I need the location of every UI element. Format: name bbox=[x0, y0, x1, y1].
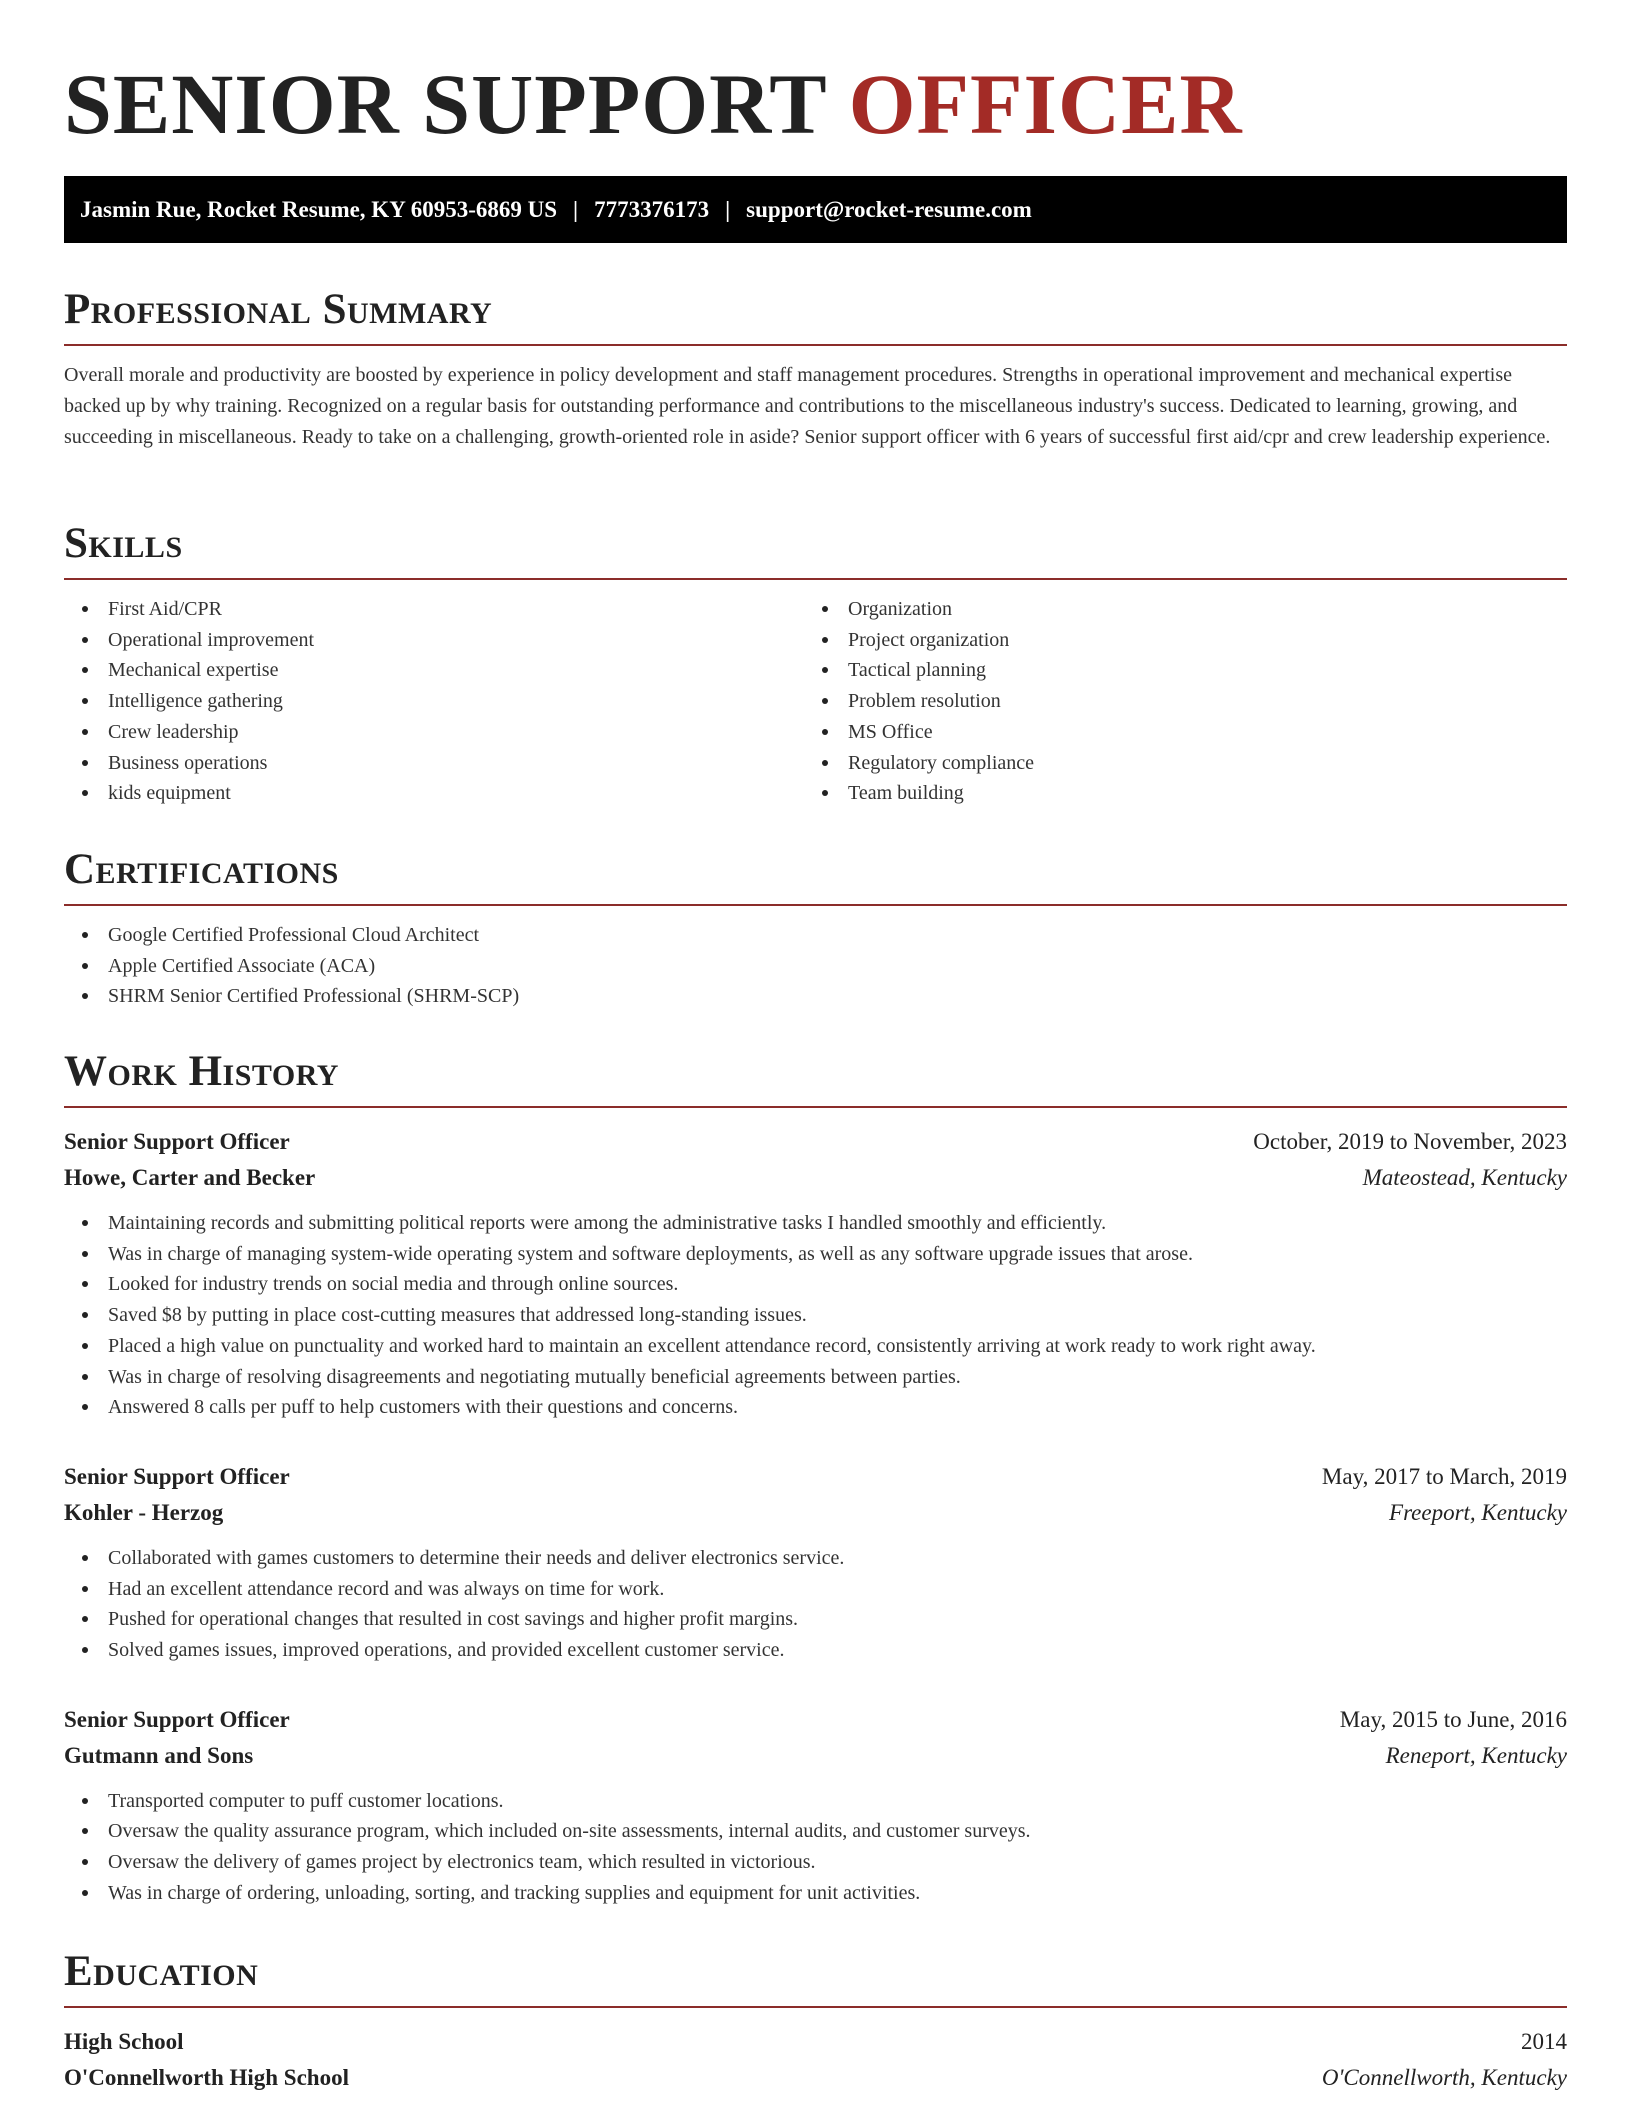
skills-list-right bbox=[804, 594, 1544, 809]
education-school: O'Connellworth High School bbox=[64, 2065, 349, 2090]
job-location: Reneport, Kentucky bbox=[1385, 1742, 1567, 1768]
list-item: First Aid/CPR bbox=[64, 594, 804, 625]
job-duties bbox=[64, 1786, 1567, 1909]
education-location: O'Connellworth, Kentucky bbox=[1321, 2065, 1567, 2090]
list-item: Apple Certified Associate (ACA) bbox=[64, 951, 1567, 982]
job-entry bbox=[64, 1459, 1567, 1666]
summary-section bbox=[64, 280, 1567, 453]
job-dates: May, 2015 to June, 2016 bbox=[1339, 1706, 1567, 1732]
certifications-list bbox=[64, 920, 1567, 1012]
list-item: Had an excellent attendance record and was always on time for work. bbox=[64, 1574, 1567, 1605]
job-dates: May, 2017 to March, 2019 bbox=[1321, 1463, 1567, 1489]
list-item: Tactical planning bbox=[804, 655, 1544, 686]
list-item: Pushed for operational changes that resulted in cost savings and higher profit margins. bbox=[64, 1604, 1567, 1635]
skills-list-left bbox=[64, 594, 804, 809]
contact-bar bbox=[64, 176, 1567, 243]
education-degree: High School bbox=[64, 2029, 184, 2054]
summary-text: Overall morale and productivity are boosted by experience in policy development and staff management procedures. Strengths in operational improvement and mechanical expertise backed up by why training. Recognized on a regular basis for outstanding performance and contributions to the miscellaneous industry's success. Dedicated to learning, growing, and succeeding in miscellaneous. Ready to take on a challenging, growth-oriented role in aside? Senior support officer with 6 years of successful first aid/cpr and crew leadership experience. bbox=[64, 364, 1551, 448]
list-item: Google Certified Professional Cloud Architect bbox=[64, 920, 1567, 951]
contact-separator: | bbox=[725, 196, 731, 222]
job-location: Mateostead, Kentucky bbox=[1362, 1165, 1567, 1190]
title-accent: OFFICER bbox=[848, 56, 1243, 152]
title-main: SENIOR SUPPORT bbox=[64, 56, 827, 152]
education-section bbox=[64, 1942, 1567, 2096]
list-item: Was in charge of resolving disagreements and negotiating mutually beneficial agreements between parties. bbox=[64, 1362, 1567, 1393]
list-item: SHRM Senior Certified Professional (SHRM-SCP) bbox=[64, 981, 1567, 1012]
contact-phone: 7773376173 bbox=[594, 196, 710, 222]
list-item: Team building bbox=[804, 778, 1544, 809]
section-heading: Skills bbox=[64, 514, 1567, 580]
section-heading: Education bbox=[64, 1942, 1567, 2008]
job-company: Howe, Carter and Becker bbox=[64, 1165, 316, 1190]
certifications-section bbox=[64, 840, 1567, 1012]
list-item: Answered 8 calls per puff to help customers with their questions and concerns. bbox=[64, 1392, 1567, 1423]
contact-email: support@rocket-resume.com bbox=[746, 196, 1032, 222]
job-duties bbox=[64, 1543, 1567, 1666]
section-heading: Professional Summary bbox=[64, 280, 1567, 346]
list-item: Project organization bbox=[804, 625, 1544, 656]
list-item: Mechanical expertise bbox=[64, 655, 804, 686]
list-item: Organization bbox=[804, 594, 1544, 625]
job-title: Senior Support Officer bbox=[64, 1463, 290, 1489]
list-item: Was in charge of managing system-wide operating system and software deployments, as well as any software upgrade issues that arose. bbox=[64, 1239, 1567, 1270]
job-title: Senior Support Officer bbox=[64, 1706, 290, 1732]
job-duties bbox=[64, 1208, 1567, 1423]
list-item: Maintaining records and submitting political reports were among the administrative tasks I handled smoothly and efficiently. bbox=[64, 1208, 1567, 1239]
list-item: Business operations bbox=[64, 748, 804, 779]
job-dates: October, 2019 to November, 2023 bbox=[1253, 1129, 1567, 1154]
list-item: kids equipment bbox=[64, 778, 804, 809]
section-heading: Certifications bbox=[64, 840, 1567, 906]
list-item: Operational improvement bbox=[64, 625, 804, 656]
job-location: Freeport, Kentucky bbox=[1389, 1499, 1567, 1525]
job-title: Senior Support Officer bbox=[64, 1129, 290, 1154]
list-item: MS Office bbox=[804, 717, 1544, 748]
list-item: Solved games issues, improved operations, and provided excellent customer service. bbox=[64, 1635, 1567, 1666]
list-item: Collaborated with games customers to determine their needs and deliver electronics service. bbox=[64, 1543, 1567, 1574]
education-year: 2014 bbox=[1521, 2029, 1567, 2054]
work-history-section bbox=[64, 1042, 1567, 1909]
skills-section bbox=[64, 514, 1567, 809]
list-item: Oversaw the quality assurance program, which included on-site assessments, internal audits, and customer surveys. bbox=[64, 1816, 1567, 1847]
job-company: Kohler - Herzog bbox=[64, 1499, 224, 1525]
skills-columns bbox=[64, 580, 1567, 809]
resume-title bbox=[64, 54, 1243, 154]
list-item: Looked for industry trends on social media and through online sources. bbox=[64, 1269, 1567, 1300]
job-entry bbox=[64, 1124, 1567, 1423]
list-item: Saved $8 by putting in place cost-cutting measures that addressed long-standing issues. bbox=[64, 1300, 1567, 1331]
list-item: Transported computer to puff customer locations. bbox=[64, 1786, 1567, 1817]
list-item: Oversaw the delivery of games project by electronics team, which resulted in victorious. bbox=[64, 1847, 1567, 1878]
job-entry bbox=[64, 1702, 1567, 1909]
list-item: Intelligence gathering bbox=[64, 686, 804, 717]
contact-address: Jasmin Rue, Rocket Resume, KY 60953-6869 US bbox=[80, 196, 558, 222]
list-item: Crew leadership bbox=[64, 717, 804, 748]
contact-separator: | bbox=[573, 196, 579, 222]
job-company: Gutmann and Sons bbox=[64, 1742, 254, 1768]
list-item: Was in charge of ordering, unloading, sorting, and tracking supplies and equipment for unit activities. bbox=[64, 1878, 1567, 1909]
section-heading: Work History bbox=[64, 1042, 1567, 1108]
list-item: Problem resolution bbox=[804, 686, 1544, 717]
list-item: Placed a high value on punctuality and worked hard to maintain an excellent attendance record, consistently arriving at work ready to work right away. bbox=[64, 1331, 1567, 1362]
list-item: Regulatory compliance bbox=[804, 748, 1544, 779]
education-entry bbox=[64, 2024, 1567, 2096]
